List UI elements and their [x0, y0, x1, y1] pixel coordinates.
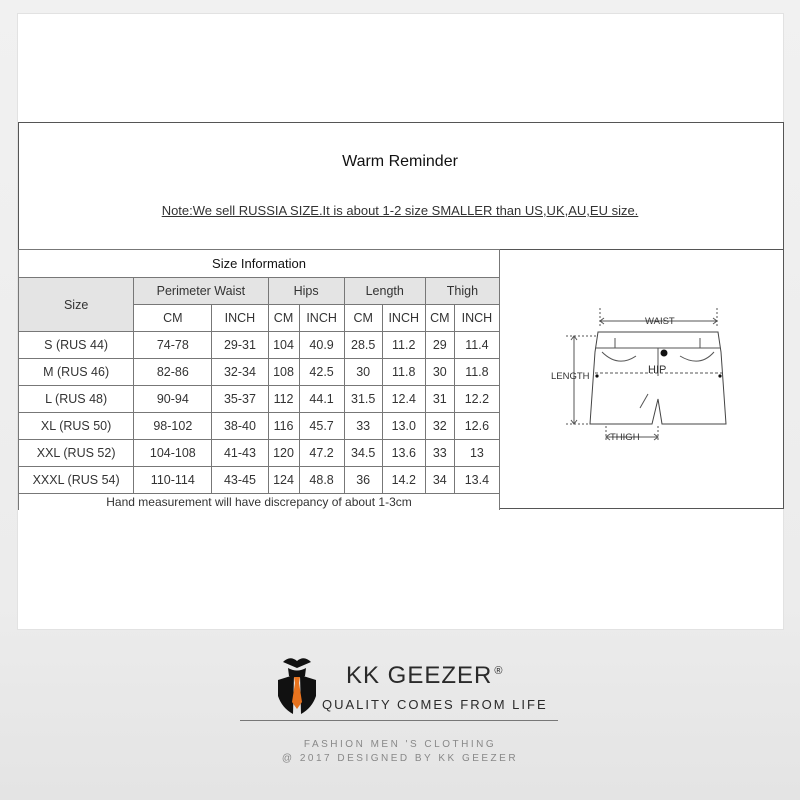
value-cell: 34.5	[344, 440, 382, 467]
value-cell: 11.8	[454, 359, 499, 386]
reminder-title: Warm Reminder	[342, 153, 458, 170]
group-header-thigh: Thigh	[425, 278, 499, 305]
value-cell: 108	[268, 359, 299, 386]
unit-header: INCH	[299, 305, 344, 332]
unit-header: CM	[134, 305, 212, 332]
table-caption: Size Information	[19, 250, 500, 278]
unit-header: CM	[344, 305, 382, 332]
table-row	[19, 386, 500, 413]
logo-divider	[240, 720, 558, 721]
value-cell: 74-78	[134, 332, 212, 359]
size-table	[18, 249, 500, 510]
value-cell: 43-45	[212, 467, 268, 494]
size-column-header: Size	[19, 278, 134, 332]
measurement-footnote: Hand measurement will have discrepancy of about 1-3cm	[19, 494, 500, 511]
value-cell: 32-34	[212, 359, 268, 386]
value-cell: 104	[268, 332, 299, 359]
value-cell: 35-37	[212, 386, 268, 413]
thigh-label: THIGH	[610, 432, 640, 443]
value-cell: 116	[268, 413, 299, 440]
value-cell: 98-102	[134, 413, 212, 440]
value-cell: 29	[425, 332, 454, 359]
group-header-waist: Perimeter Waist	[134, 278, 268, 305]
value-cell: 14.2	[382, 467, 425, 494]
value-cell: 124	[268, 467, 299, 494]
table-row	[19, 359, 500, 386]
length-label: LENGTH	[551, 371, 590, 382]
value-cell: 34	[425, 467, 454, 494]
size-cell: M (RUS 46)	[19, 359, 134, 386]
value-cell: 31	[425, 386, 454, 413]
table-row	[19, 413, 500, 440]
size-cell: S (RUS 44)	[19, 332, 134, 359]
value-cell: 33	[425, 440, 454, 467]
value-cell: 104-108	[134, 440, 212, 467]
copyright-line: @ 2017 DESIGNED BY KK GEEZER	[281, 753, 519, 764]
group-header-hips: Hips	[268, 278, 344, 305]
value-cell: 110-114	[134, 467, 212, 494]
group-header-length: Length	[344, 278, 425, 305]
value-cell: 13	[454, 440, 499, 467]
brand-slogan: QUALITY COMES FROM LIFE	[322, 697, 548, 712]
registered-mark: ®	[494, 665, 504, 677]
value-cell: 11.4	[454, 332, 499, 359]
value-cell: 47.2	[299, 440, 344, 467]
value-cell: 29-31	[212, 332, 268, 359]
value-cell: 13.4	[454, 467, 499, 494]
shorts-diagram	[540, 296, 740, 446]
value-cell: 90-94	[134, 386, 212, 413]
value-cell: 12.6	[454, 413, 499, 440]
value-cell: 13.0	[382, 413, 425, 440]
hip-label: HIP	[648, 364, 667, 376]
value-cell: 11.2	[382, 332, 425, 359]
value-cell: 40.9	[299, 332, 344, 359]
value-cell: 32	[425, 413, 454, 440]
unit-header: CM	[268, 305, 299, 332]
value-cell: 13.6	[382, 440, 425, 467]
brand-tagline: FASHION MEN 'S CLOTHING	[303, 739, 497, 750]
value-cell: 44.1	[299, 386, 344, 413]
waist-label: WAIST	[645, 316, 675, 327]
value-cell: 12.4	[382, 386, 425, 413]
size-cell: XXL (RUS 52)	[19, 440, 134, 467]
value-cell: 36	[344, 467, 382, 494]
table-row	[19, 332, 500, 359]
gentleman-logo-icon	[274, 656, 320, 718]
unit-header: INCH	[212, 305, 268, 332]
unit-header: INCH	[454, 305, 499, 332]
value-cell: 38-40	[212, 413, 268, 440]
brand-name	[346, 662, 503, 690]
size-cell: L (RUS 48)	[19, 386, 134, 413]
value-cell: 12.2	[454, 386, 499, 413]
unit-header: INCH	[382, 305, 425, 332]
value-cell: 48.8	[299, 467, 344, 494]
value-cell: 41-43	[212, 440, 268, 467]
unit-header: CM	[425, 305, 454, 332]
size-cell: XL (RUS 50)	[19, 413, 134, 440]
value-cell: 30	[344, 359, 382, 386]
size-cell: XXXL (RUS 54)	[19, 467, 134, 494]
value-cell: 31.5	[344, 386, 382, 413]
table-row	[19, 440, 500, 467]
value-cell: 42.5	[299, 359, 344, 386]
value-cell: 28.5	[344, 332, 382, 359]
value-cell: 112	[268, 386, 299, 413]
table-row	[19, 467, 500, 494]
value-cell: 82-86	[134, 359, 212, 386]
value-cell: 120	[268, 440, 299, 467]
value-cell: 30	[425, 359, 454, 386]
brand-name-text: KK GEEZER	[346, 662, 493, 689]
value-cell: 33	[344, 413, 382, 440]
value-cell: 45.7	[299, 413, 344, 440]
size-note: Note:We sell RUSSIA SIZE.It is about 1-2 size SMALLER than US,UK,AU,EU size.	[161, 203, 639, 218]
value-cell: 11.8	[382, 359, 425, 386]
